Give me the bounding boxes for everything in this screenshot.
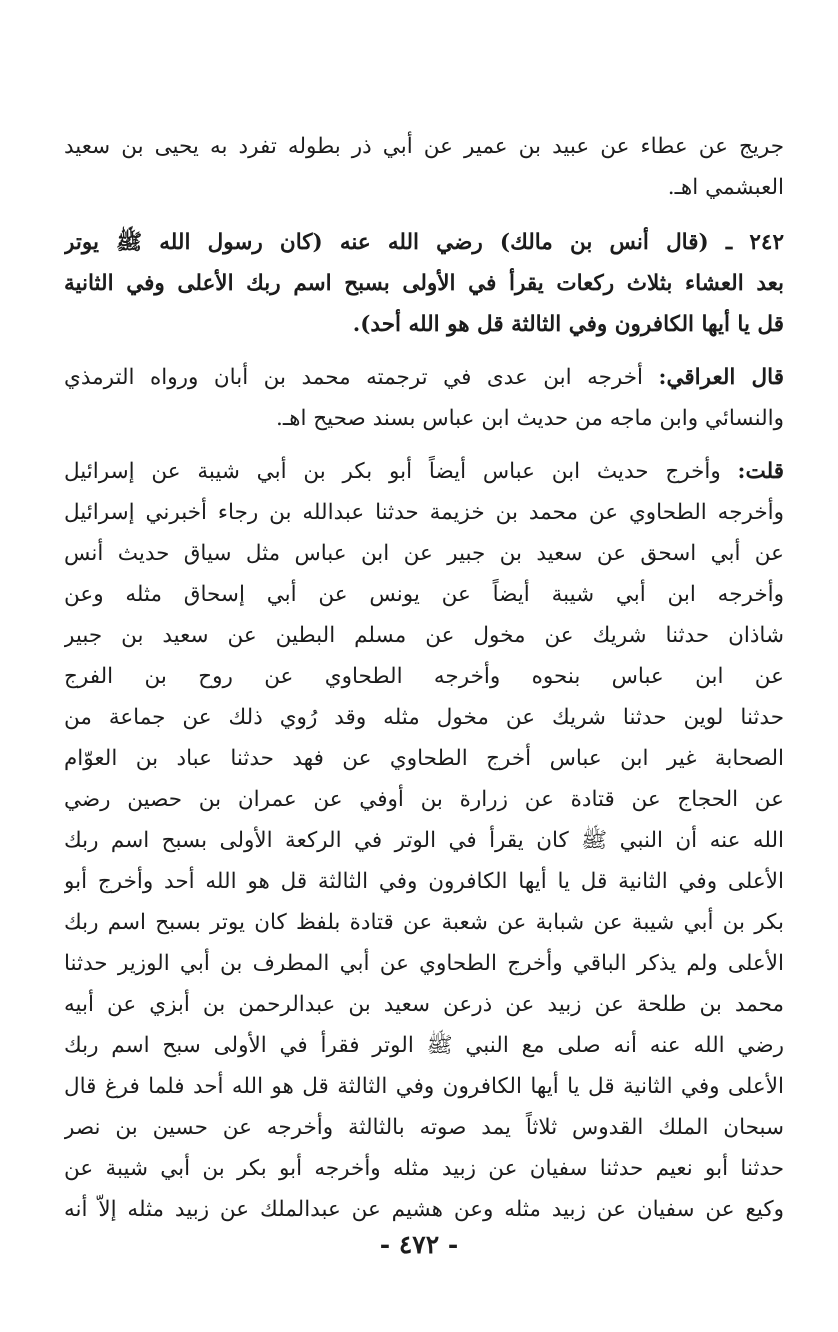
text-line: الأعلى وفي الثانية قل يا أيها الكافرون وفي الثالثة قل هو الله أحد وأخرج أبو (64, 869, 784, 894)
text-line: عن الحجاج عن قتادة عن زرارة بن أوفي عن عمران بن حصين رضي (64, 787, 784, 812)
text-line: وأخرجه ابن أبي شيبة أيضاً عن يونس عن أبي إسحاق مثله وعن (64, 582, 784, 607)
text-line: محمد بن طلحة عن زبيد عن ذرعن سعيد بن عبدالرحمن بن أبزي عن أبيه (64, 992, 784, 1017)
paragraph-1 (64, 126, 784, 208)
text-line: بعد العشاء بثلاث ركعات يقرأ في الأولى بسبح اسم ربك الأعلى وفي الثانية (64, 271, 784, 296)
text-line: حدثنا لوين حدثنا شريك عن مخول مثله وقد رُوي ذلك عن جماعة من (64, 705, 784, 730)
text-line (64, 451, 784, 492)
text-line-content: أخرجه ابن عدى في ترجمته محمد بن أبان ورواه الترمذي (64, 365, 644, 390)
paragraph-commentary (64, 451, 784, 1230)
text-line: شاذان حدثنا شريك عن مخول عن مسلم البطين عن سعيد بن جبير (64, 623, 784, 648)
paragraph-lead: قلت: (737, 459, 784, 484)
page-number: - ٤٧٢ - (379, 1230, 459, 1259)
text-line (64, 357, 784, 398)
text-line: العبشمي اهـ. (667, 175, 784, 200)
paragraph-lead: قال العراقي: (658, 365, 784, 390)
text-line: جريج عن عطاء عن عبيد بن عمير عن أبي ذر بطوله تفرد به يحيى بن سعيد (64, 134, 784, 159)
text-line: وأخرجه الطحاوي عن محمد بن خزيمة حدثنا عبدالله بن رجاء أخبرني إسرائيل (64, 500, 784, 525)
text-line: رضي الله عنه أنه صلى مع النبي ﷺ الوتر فقرأ في الأولى سبح اسم ربك (64, 1033, 784, 1058)
text-line-content: وأخرج حديث ابن عباس أيضاً أبو بكر بن أبي شيبة عن إسرائيل (64, 459, 721, 484)
page-body (64, 126, 784, 1230)
text-line: ٢٤٢ ـ (قال أنس بن مالك) رضي الله عنه (كان رسول الله ﷺ يوتر (64, 230, 784, 255)
text-line: عن أبي اسحق عن سعيد بن جبير عن ابن عباس مثل سياق حديث أنس (64, 541, 784, 566)
text-line: سبحان الملك القدوس ثلاثاً يمد صوته بالثالثة وأخرجه عن حسين بن نصر (64, 1115, 784, 1140)
text-line: والنسائي وابن ماجه من حديث ابن عباس بسند صحيح اهـ. (275, 406, 784, 431)
text-line: الأعلى وفي الثانية قل يا أيها الكافرون وفي الثالثة قل هو الله أحد فلما فرغ قال (64, 1074, 784, 1099)
text-line: عن ابن عباس بنحوه وأخرجه الطحاوي عن روح بن الفرج (64, 664, 784, 689)
text-line: الله عنه أن النبي ﷺ كان يقرأ في الوتر في الركعة الأولى بسبح اسم ربك (64, 828, 784, 853)
text-line: وكيع عن سفيان عن زبيد مثله وعن هشيم عن عبدالملك عن زبيد مثله إلاّ أنه (64, 1197, 784, 1222)
paragraph-iraqi (64, 357, 784, 439)
text-line: الأعلى ولم يذكر الباقي وأخرج الطحاوي عن أبي المطرف بن أبي الوزير حدثنا (64, 951, 784, 976)
text-line: الصحابة غير ابن عباس أخرج الطحاوي عن فهد حدثنا عباد بن العوّام (64, 746, 784, 771)
text-line: قل يا أيها الكافرون وفي الثالثة قل هو الله أحد). (352, 312, 784, 337)
text-line: حدثنا أبو نعيم حدثنا سفيان عن زبيد مثله وأخرجه أبو بكر بن أبي شيبة عن (64, 1156, 784, 1181)
paragraph-hadith-242 (64, 222, 784, 345)
text-line: بكر بن أبي شيبة عن شبابة عن شعبة عن قتادة بلفظ كان يوتر بسبح اسم ربك (64, 910, 784, 935)
